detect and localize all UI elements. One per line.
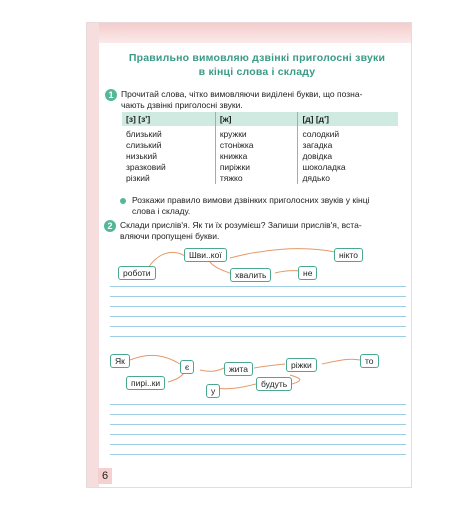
word: стоніжка — [219, 140, 254, 150]
link-line — [210, 262, 232, 274]
word: книжка — [219, 151, 248, 161]
task-1-line-1: Прочитай слова, чітко вимовляючи виділені букви, що позна- — [121, 89, 363, 99]
word: кружки — [219, 129, 247, 139]
word-card: Як — [110, 354, 130, 368]
word: шоколадка — [302, 162, 346, 172]
word-card: роботи — [118, 266, 156, 280]
title-line-2: в кінці слова і складу — [198, 66, 316, 78]
word-card: жита — [224, 362, 253, 376]
link-line — [322, 359, 360, 364]
word: загадка — [302, 140, 333, 150]
word-card: не — [298, 266, 317, 280]
table-header-zh: [ж] — [215, 112, 298, 126]
page-number: 6 — [98, 468, 112, 484]
task-1-number: 1 — [105, 89, 117, 101]
word-card: ріжки — [286, 358, 317, 372]
word: тяжко — [219, 173, 243, 183]
bullet-line-1: Розкажи правило вимови дзвінких приголосних звуків у кінці — [132, 195, 370, 205]
task-2-line-2: вляючи пропущені букви. — [120, 231, 220, 241]
word-card: будуть — [256, 377, 292, 391]
word: пиріжки — [219, 162, 250, 172]
link-line — [275, 271, 300, 273]
title-line-1: Правильно вимовляю дзвінкі приголосні звуки — [128, 52, 386, 64]
word: близький — [126, 129, 162, 139]
bullet-line-2: слова і складу. — [132, 206, 191, 216]
task-1-line-2: чають дзвінкі приголосні звуки. — [121, 100, 243, 110]
word: різкий — [126, 173, 150, 183]
word: солодкий — [302, 129, 340, 139]
word-card: пирі..ки — [126, 376, 165, 390]
table-header-z: [з] [з'] — [122, 112, 215, 126]
link-line — [130, 355, 180, 364]
link-line — [230, 249, 335, 258]
word-card: хвалить — [230, 268, 271, 282]
word-card: нікто — [334, 248, 363, 262]
link-line — [216, 384, 256, 389]
word-card: є — [180, 360, 194, 374]
link-line — [200, 368, 224, 371]
word: низький — [126, 151, 157, 161]
word-card: то — [360, 354, 379, 368]
task-2-number: 2 — [104, 220, 116, 232]
word: зразковий — [126, 162, 166, 172]
word-card: у — [206, 384, 220, 398]
table-header-d: [д] [д'] — [298, 112, 398, 126]
link-line — [254, 364, 285, 368]
word: дядько — [302, 173, 330, 183]
word-card: Шви..кої — [184, 248, 227, 262]
word: довідка — [302, 151, 333, 161]
task-2-line-1: Склади прислів'я. Як ти їх розумієш? Запиши прислів'я, вста- — [120, 220, 362, 230]
word: слизький — [126, 140, 162, 150]
